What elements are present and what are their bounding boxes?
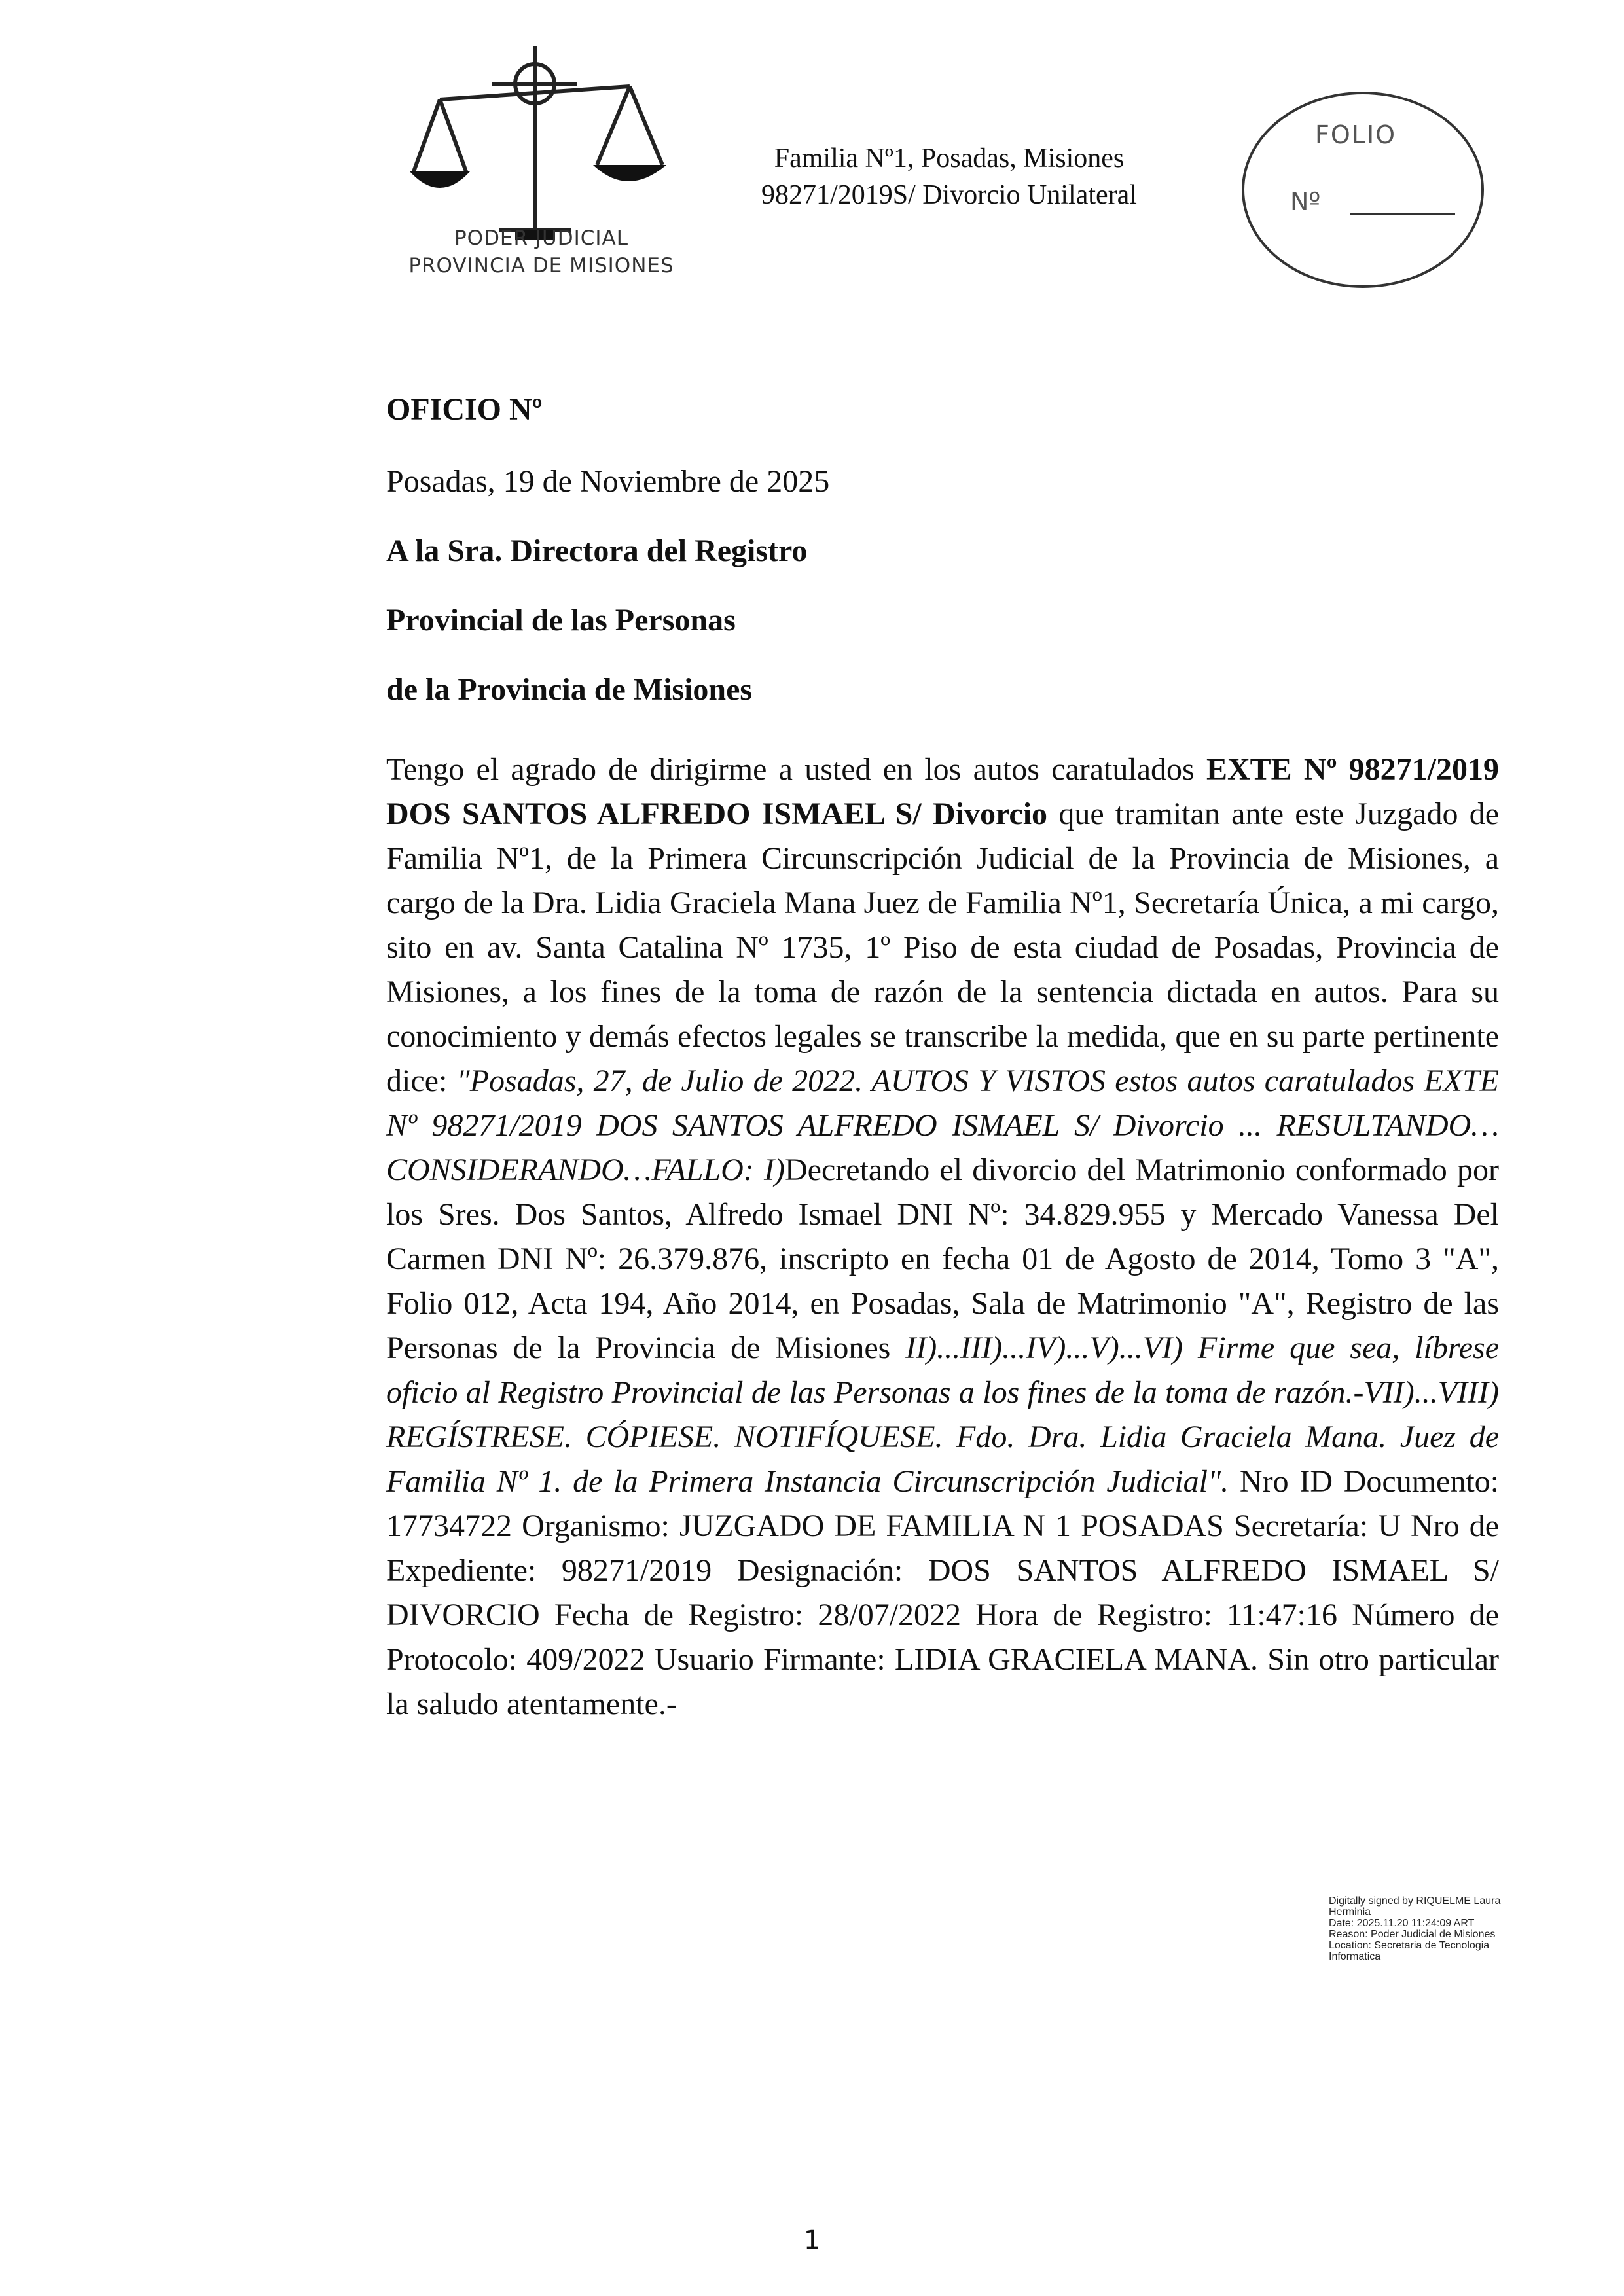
document-date: Posadas, 19 de Noviembre de 2025 bbox=[386, 464, 830, 499]
addressee-line-3: de la Provincia de Misiones bbox=[386, 672, 753, 707]
case-reference: 98271/2019S/ Divorcio Unilateral bbox=[761, 180, 1137, 210]
quote-ruling: "Posadas, 27, de Julio de 2022. AUTOS Y VISTOS estos autos caratulados EXTE Nº 98271/2019 DOS SANTOS ALFREDO ISMAEL S/ Divorcio ... RESULTANDO…CONSIDERANDO…FALLO: I) bbox=[386, 1064, 1500, 1187]
signature-date: Date: 2025.11.20 11:24:09 ART bbox=[1329, 1918, 1475, 1929]
logo-caption-line1: PODER JUDICIAL bbox=[454, 226, 629, 250]
quote-resolution: II)...III)...IV)...V)...VI) Firme que sea, líbrese oficio al Registro Provincial de las Personas a los fines de la toma de razón.-VII)...VIII) REGÍSTRESE. CÓPIESE. NOTIFÍQUESE. Fdo. Dra. Lidia Graciela Mana. Juez de Familia Nº 1. de la Primera Instancia Circunscripción Judicial". bbox=[386, 1331, 1500, 1499]
digital-signature bbox=[1329, 1895, 1525, 1962]
page-number: 1 bbox=[803, 2225, 821, 2255]
signature-line: Informatica bbox=[1329, 1951, 1381, 1962]
folio-number-label: Nº bbox=[1290, 187, 1321, 216]
folio-title: FOLIO bbox=[1315, 120, 1397, 149]
body-court-info: que tramitan ante este Juzgado de Familia Nº1, de la Primera Circunscripción Judicial de la Provincia de Misiones, a cargo de la Dra. Lidia Graciela Mana Juez de Familia Nº1, Secretaría Única, a mi cargo, sito en av. Santa Catalina Nº 1735, 1º Piso de esta ciudad de Posadas, Provincia de Misiones, a los fines de la toma de razón de la sentencia dictada en autos. Para su conocimiento y demás efectos legales se transcribe la medida, que en su parte pertinente dice: bbox=[386, 797, 1500, 1098]
addressee-line-2: Provincial de las Personas bbox=[386, 603, 736, 637]
scales-of-justice-icon bbox=[401, 41, 682, 250]
body-marriage-info: Decretando el divorcio del Matrimonio conformado por los Sres. Dos Santos, Alfredo Ismael DNI Nº: 34.829.955 y Mercado Vanessa Del Carmen DNI Nº: 26.379.876, inscripto en fecha 01 de Agosto de 2014, Tomo 3 "A", Folio 012, Acta 194, Año 2014, en Posadas, Sala de Matrimonio "A", Registro de las Personas de la Provincia de Misiones bbox=[386, 1153, 1499, 1365]
logo-caption-line2: PROVINCIA DE MISIONES bbox=[408, 254, 674, 278]
folio-stamp bbox=[1242, 92, 1484, 288]
document-title: OFICIO Nº bbox=[386, 392, 543, 427]
body-closing: Nro ID Documento: 17734722 Organismo: JUZGADO DE FAMILIA N 1 POSADAS Secretaría: U Nro de Expediente: 98271/2019 Designación: DOS SANTOS ALFREDO ISMAEL S/ DIVORCIO Fecha de Registro: 28/07/2022 Hora de Registro: 11:47:16 Número de Protocolo: 409/2022 Usuario Firmante: LIDIA GRACIELA MANA. Sin otro particular la saludo atentamente.- bbox=[386, 1464, 1500, 1721]
signature-reason: Reason: Poder Judicial de Misiones bbox=[1329, 1929, 1496, 1940]
signature-line: Digitally signed by RIQUELME Laura bbox=[1329, 1895, 1501, 1907]
addressee-line-1: A la Sra. Directora del Registro bbox=[386, 533, 808, 568]
poder-judicial-logo bbox=[401, 41, 682, 289]
body-intro: Tengo el agrado de dirigirme a usted en los autos caratulados bbox=[386, 752, 1206, 787]
signature-line: Herminia bbox=[1329, 1907, 1371, 1918]
body-paragraph bbox=[386, 747, 1499, 1727]
case-title: EXTE Nº 98271/2019 DOS SANTOS ALFREDO ISMAEL S/ Divorcio bbox=[386, 752, 1499, 831]
folio-blank-line bbox=[1350, 213, 1455, 215]
court-name: Familia Nº1, Posadas, Misiones bbox=[774, 143, 1125, 173]
signature-location: Location: Secretaria de Tecnologia bbox=[1329, 1940, 1490, 1951]
